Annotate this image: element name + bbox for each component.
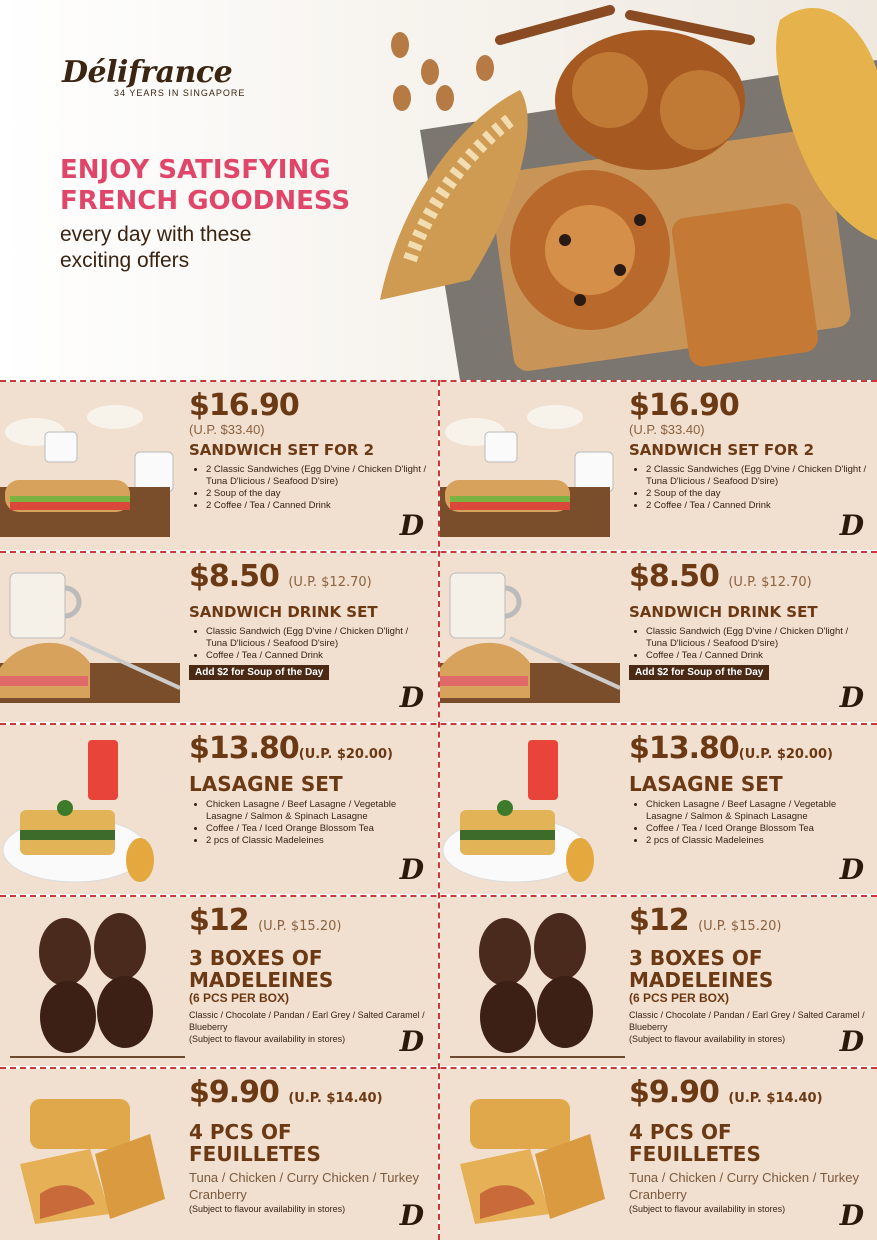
usual-price: (U.P. $12.70) xyxy=(288,575,372,590)
price: $16.90 xyxy=(629,388,739,423)
coupon-subtitle: (6 PCS PER BOX) xyxy=(189,991,290,1005)
pastry-photo xyxy=(350,0,877,380)
usual-price: (U.P. $15.20) xyxy=(698,919,782,934)
price-line xyxy=(189,1077,429,1115)
usual-price: (U.P. $20.00) xyxy=(738,747,833,762)
feuilletes-photo xyxy=(0,1084,185,1234)
list-item: • Classic Sandwich (Egg D'vine / Chicken D'light / Tuna D'licious / Seafood D'sire) xyxy=(646,626,869,650)
madeleines-photo xyxy=(0,907,185,1062)
list-item: • 2 Soup of the day xyxy=(646,488,869,500)
brand-name: Délifrance xyxy=(62,55,233,90)
sandwich-set-photo xyxy=(440,392,625,542)
coupon-text xyxy=(189,905,429,1045)
list-item: • 2 pcs of Classic Madeleines xyxy=(206,835,429,847)
delifrance-d-icon: D xyxy=(839,1199,864,1232)
item-list xyxy=(629,464,869,512)
coupon-feuilletes[interactable] xyxy=(440,1069,877,1240)
price: $8.50 xyxy=(629,559,719,594)
price: $16.90 xyxy=(189,388,299,423)
item-list xyxy=(189,464,429,512)
delifrance-d-icon: D xyxy=(839,509,864,542)
availability-note: (Subject to flavour availability in stores) xyxy=(189,1204,346,1214)
flavours: Tuna / Chicken / Curry Chicken / Turkey Cranberry xyxy=(189,1170,419,1202)
coupon-title-line-2: MADELEINES xyxy=(189,968,334,992)
coupon-feuilletes[interactable] xyxy=(0,1069,438,1240)
usual-price: (U.P. $20.00) xyxy=(298,747,393,762)
coupon-title-line-2: FEUILLETES xyxy=(189,1142,321,1166)
madeleines-photo xyxy=(440,907,625,1062)
feuilletes-photo xyxy=(440,1084,625,1234)
coupon-title-line-1: 4 PCS OF xyxy=(189,1120,292,1144)
price: $8.50 xyxy=(189,559,279,594)
coupon-title xyxy=(189,947,429,991)
coupon-sandwich-drink-set[interactable] xyxy=(440,553,877,722)
list-item: • Coffee / Tea / Canned Drink xyxy=(206,650,429,662)
item-list xyxy=(629,799,869,847)
coupon-title xyxy=(189,1121,429,1165)
coupon-title: LASAGNE SET xyxy=(189,772,343,796)
coupon-title-line-1: 3 BOXES OF xyxy=(629,946,763,970)
availability-note: (Subject to flavour availability in stores) xyxy=(189,1034,346,1044)
coupon-sandwich-set-2[interactable] xyxy=(440,382,877,550)
list-item: • Chicken Lasagne / Beef Lasagne / Vegetable Lasagne / Salmon & Spinach Lasagne xyxy=(206,799,429,823)
brand-tagline: 34 YEARS IN SINGAPORE xyxy=(114,88,246,98)
coupon-text xyxy=(189,561,429,680)
list-item: • Chicken Lasagne / Beef Lasagne / Vegetable Lasagne / Salmon & Spinach Lasagne xyxy=(646,799,869,823)
price-line xyxy=(629,905,869,943)
price-line xyxy=(189,733,429,771)
hero-banner xyxy=(0,0,877,380)
coupon-title-line-1: 4 PCS OF xyxy=(629,1120,732,1144)
usual-price: (U.P. $15.20) xyxy=(258,919,342,934)
brand-logo xyxy=(62,55,245,98)
sandwich-drink-photo xyxy=(0,568,185,718)
delifrance-d-icon: D xyxy=(839,1025,864,1058)
price: $12 xyxy=(629,903,689,938)
delifrance-d-icon: D xyxy=(839,681,864,714)
price-line xyxy=(629,1077,869,1115)
list-item: • Coffee / Tea / Iced Orange Blossom Tea xyxy=(206,823,429,835)
list-item: • 2 pcs of Classic Madeleines xyxy=(646,835,869,847)
price-line xyxy=(189,561,429,599)
delifrance-d-icon: D xyxy=(399,509,424,542)
item-list xyxy=(189,626,429,662)
subline-line-1: every day with these xyxy=(60,223,252,246)
delifrance-d-icon: D xyxy=(399,1199,424,1232)
coupon-title-line-1: 3 BOXES OF xyxy=(189,946,323,970)
coupon-title xyxy=(629,947,869,991)
addon-badge: Add $2 for Soup of the Day xyxy=(629,665,769,680)
lasagne-photo xyxy=(440,730,625,890)
price: $12 xyxy=(189,903,249,938)
coupon-title: LASAGNE SET xyxy=(629,772,783,796)
list-item: • 2 Coffee / Tea / Canned Drink xyxy=(646,500,869,512)
price: $9.90 xyxy=(189,1075,279,1110)
coupon-lasagne-set[interactable] xyxy=(0,725,438,894)
addon-badge: Add $2 for Soup of the Day xyxy=(189,665,329,680)
coupon-madeleines[interactable] xyxy=(0,897,438,1066)
delifrance-d-icon: D xyxy=(399,853,424,886)
usual-price: (U.P. $33.40) xyxy=(629,422,705,437)
coupon-text xyxy=(629,733,869,847)
sandwich-drink-photo xyxy=(440,568,625,718)
list-item: • Coffee / Tea / Canned Drink xyxy=(646,650,869,662)
coupon-text xyxy=(629,561,869,680)
delifrance-d-icon: D xyxy=(399,1025,424,1058)
coupon-title-line-2: FEUILLETES xyxy=(629,1142,761,1166)
coupon-text xyxy=(189,390,429,512)
coupon-lasagne-set[interactable] xyxy=(440,725,877,894)
headline-line-1: ENJOY SATISFYING xyxy=(60,155,331,185)
coupon-title xyxy=(629,1121,869,1165)
coupon-title: SANDWICH SET FOR 2 xyxy=(629,441,815,459)
coupon-text xyxy=(629,1077,869,1215)
price: $9.90 xyxy=(629,1075,719,1110)
list-item: • 2 Classic Sandwiches (Egg D'vine / Chicken D'light / Tuna D'licious / Seafood D'sire) xyxy=(646,464,869,488)
coupon-sandwich-set-2[interactable] xyxy=(0,382,438,550)
headline xyxy=(60,155,350,217)
delifrance-d-icon: D xyxy=(399,681,424,714)
coupon-madeleines[interactable] xyxy=(440,897,877,1066)
price-line xyxy=(629,561,869,599)
coupon-title: SANDWICH DRINK SET xyxy=(189,603,378,621)
coupon-title: SANDWICH DRINK SET xyxy=(629,603,818,621)
price-line xyxy=(189,905,429,943)
price: $13.80 xyxy=(629,731,739,766)
item-list xyxy=(189,799,429,847)
sandwich-set-photo xyxy=(0,392,185,542)
list-item: • 2 Soup of the day xyxy=(206,488,429,500)
usual-price: (U.P. $14.40) xyxy=(288,1091,383,1106)
coupon-text xyxy=(189,733,429,847)
coupon-text xyxy=(629,390,869,512)
list-item: • Coffee / Tea / Iced Orange Blossom Tea xyxy=(646,823,869,835)
delifrance-d-icon: D xyxy=(839,853,864,886)
list-item: • Classic Sandwich (Egg D'vine / Chicken D'light / Tuna D'licious / Seafood D'sire) xyxy=(206,626,429,650)
coupon-sandwich-drink-set[interactable] xyxy=(0,553,438,722)
list-item: • 2 Classic Sandwiches (Egg D'vine / Chicken D'light / Tuna D'licious / Seafood D'sire) xyxy=(206,464,429,488)
flavours: Classic / Chocolate / Pandan / Earl Grey / Salted Caramel / Blueberry xyxy=(189,1010,425,1032)
flavours: Tuna / Chicken / Curry Chicken / Turkey Cranberry xyxy=(629,1170,859,1202)
coupon-text xyxy=(629,905,869,1045)
headline-line-2: FRENCH GOODNESS xyxy=(60,186,351,216)
price-line xyxy=(629,733,869,771)
coupon-subtitle: (6 PCS PER BOX) xyxy=(629,991,730,1005)
subline xyxy=(60,222,251,274)
flavours: Classic / Chocolate / Pandan / Earl Grey / Salted Caramel / Blueberry xyxy=(629,1010,865,1032)
price: $13.80 xyxy=(189,731,299,766)
coupon-text xyxy=(189,1077,429,1215)
item-list xyxy=(629,626,869,662)
usual-price: (U.P. $33.40) xyxy=(189,422,265,437)
availability-note: (Subject to flavour availability in stores) xyxy=(629,1204,786,1214)
subline-line-2: exciting offers xyxy=(60,249,190,272)
coupon-title-line-2: MADELEINES xyxy=(629,968,774,992)
usual-price: (U.P. $12.70) xyxy=(728,575,812,590)
coupon-title: SANDWICH SET FOR 2 xyxy=(189,441,375,459)
usual-price: (U.P. $14.40) xyxy=(728,1091,823,1106)
availability-note: (Subject to flavour availability in stores) xyxy=(629,1034,786,1044)
lasagne-photo xyxy=(0,730,185,890)
list-item: • 2 Coffee / Tea / Canned Drink xyxy=(206,500,429,512)
